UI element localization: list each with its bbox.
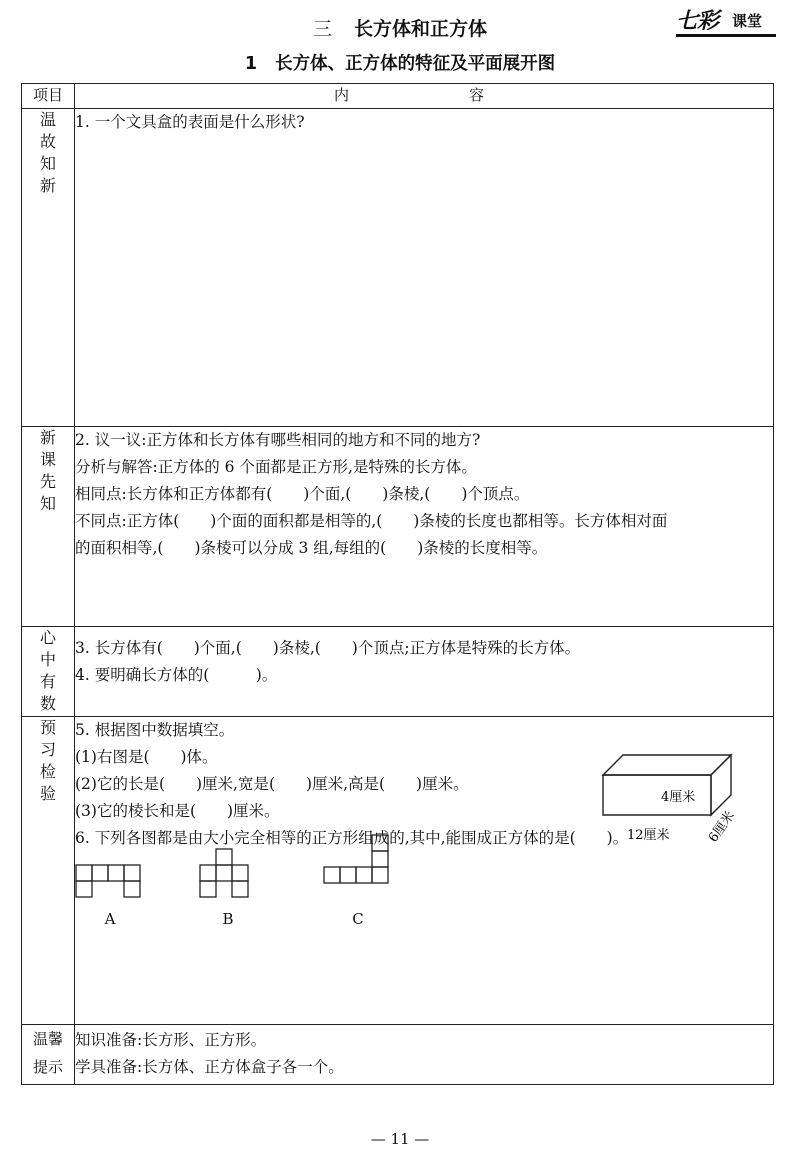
section-body: [75, 1025, 774, 1085]
section-label: [22, 627, 75, 717]
net-a-label: A: [104, 910, 116, 928]
tip-line: 知识准备:长方形、正方形。: [75, 1031, 267, 1049]
question-line: 的面积相等,( )条棱可以分成 3 组,每组的( )条棱的长度相等。: [75, 539, 548, 557]
section-label-text: 温馨提示: [32, 1030, 63, 1076]
cuboid-width-label: 6厘米: [705, 808, 738, 846]
section-key-points: [22, 627, 774, 717]
worksheet-table: [21, 83, 774, 1085]
section-label-text: 心中有数: [39, 628, 56, 713]
question-line: (2)它的长是( )厘米,宽是( )厘米,高是( )厘米。: [75, 775, 469, 793]
page-number: — 11 —: [370, 1130, 430, 1148]
logo-mark: 七彩: [676, 8, 719, 34]
section-preview-check: [22, 717, 774, 1025]
chapter-number: 三: [312, 18, 332, 40]
lesson-number: 1: [244, 54, 258, 74]
section-review: [22, 109, 774, 427]
question-line: 相同点:长方体和正方体都有( )个面,( )条棱,( )个顶点。: [75, 485, 530, 503]
net-a-icon: [75, 864, 145, 898]
net-option-c: [323, 834, 393, 928]
lesson-title: [0, 50, 800, 75]
net-b-label: B: [222, 910, 234, 928]
lesson-name: 长方体、正方体的特征及平面展开图: [275, 54, 556, 74]
net-options: [75, 856, 773, 946]
chapter-title: [0, 14, 800, 41]
cuboid-figure: [599, 747, 747, 847]
question-line: 分析与解答:正方体的 6 个面都是正方形,是特殊的长方体。: [75, 458, 477, 476]
header-content: [75, 84, 774, 109]
net-option-b: [199, 848, 269, 928]
section-label: [22, 1025, 75, 1085]
tip-line: 学具准备:长方体、正方体盒子各一个。: [75, 1058, 344, 1076]
question-line: 5. 根据图中数据填空。: [75, 721, 235, 739]
section-tips: [22, 1025, 774, 1085]
section-label: [22, 109, 75, 427]
net-b-icon: [199, 848, 269, 900]
question-line: 不同点:正方体( )个面的面积都是相等的,( )条棱的长度也都相等。长方体相对面: [75, 512, 668, 530]
question-line: 2. 议一议:正方体和长方体有哪些相同的地方和不同的地方?: [75, 431, 481, 449]
header-content-text: 内 容: [333, 86, 514, 104]
header-item: 项目: [22, 84, 75, 109]
cuboid-length-label: 12厘米: [627, 828, 670, 843]
cuboid-drawing: [599, 747, 747, 847]
section-label: [22, 717, 75, 1025]
table-header-row: [22, 84, 774, 109]
section-label-text: 温故知新: [39, 110, 56, 195]
question-line: 1. 一个文具盒的表面是什么形状?: [75, 113, 305, 131]
chapter-name: 长方体和正方体: [354, 18, 488, 40]
section-label-text: 预习检验: [39, 718, 56, 803]
question-line: (3)它的棱长和是( )厘米。: [75, 802, 280, 820]
net-c-label: C: [352, 910, 364, 928]
question-line: (1)右图是( )体。: [75, 748, 218, 766]
question-line: 6. 下列各图都是由大小完全相等的正方形组成的,其中,能围成正方体的是( )。: [75, 829, 629, 847]
question-line: 3. 长方体有( )个面,( )条棱,( )个顶点;正方体是特殊的长方体。: [75, 639, 581, 657]
section-body: [75, 627, 774, 717]
section-label-text: 新课先知: [39, 428, 56, 513]
section-new-lesson: [22, 427, 774, 627]
section-label: [22, 427, 75, 627]
section-body: [75, 717, 774, 1025]
net-c-icon: [323, 834, 393, 902]
section-body: [75, 427, 774, 627]
net-option-a: [75, 864, 145, 928]
section-body: [75, 109, 774, 427]
logo-name: 课堂: [732, 12, 763, 30]
question-line: 4. 要明确长方体的( )。: [75, 666, 278, 684]
cuboid-height-label: 4厘米: [661, 790, 696, 805]
